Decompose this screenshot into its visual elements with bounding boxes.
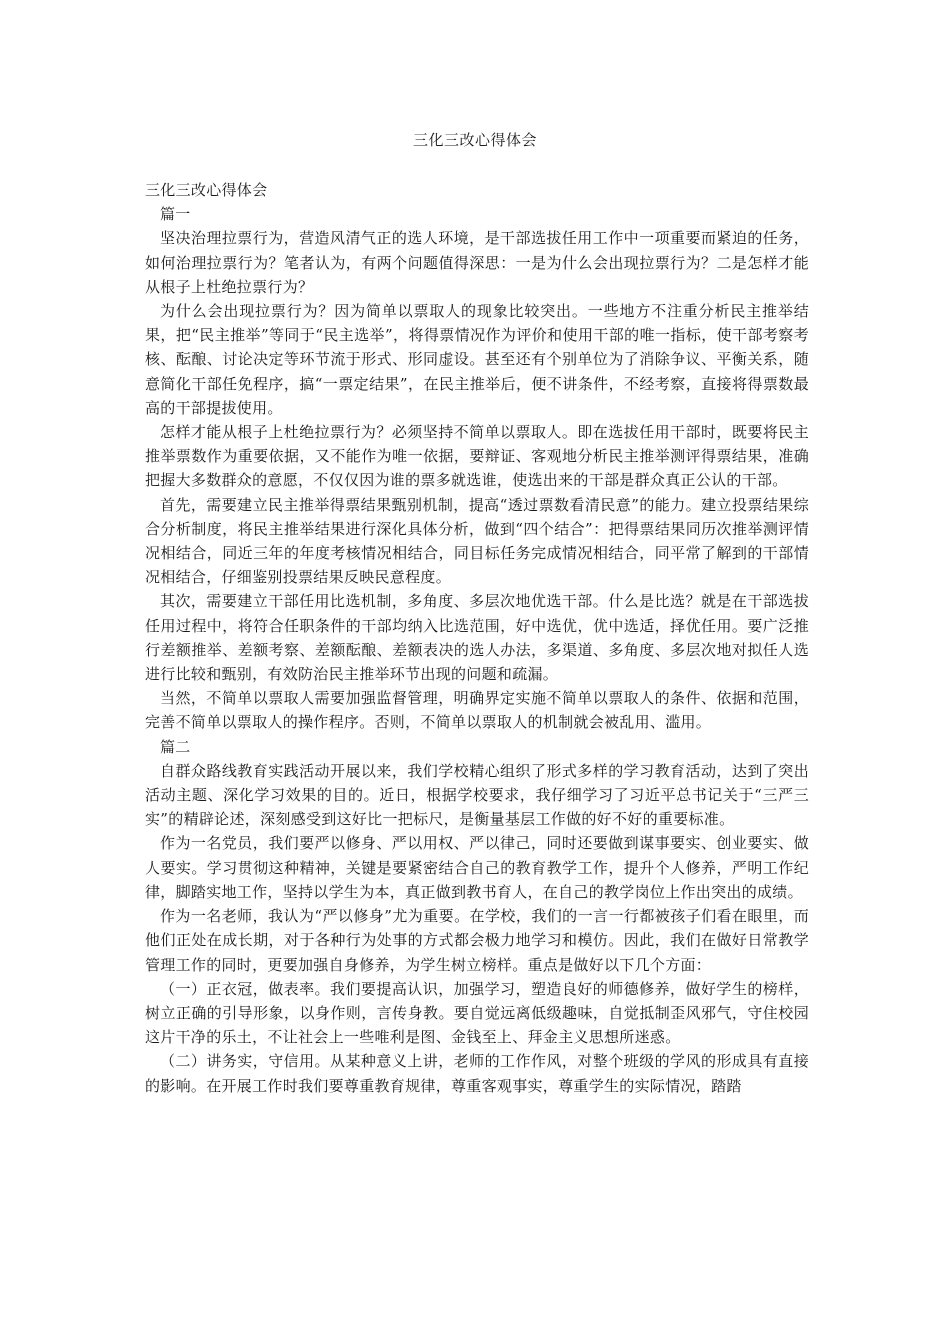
- paragraph: （二）讲务实，守信用。从某种意义上讲，老师的工作作风，对整个班级的学风的形成具有直接的影响。在开展工作时我们要尊重教育规律，尊重客观事实，尊重学生的实际情况，踏踏: [145, 1052, 809, 1095]
- paragraph: 作为一名党员，我们要严以修身、严以用权、严以律己，同时还要做到谋事要实、创业要实、做人要实。学习贯彻这种精神，关键是要紧密结合自己的教育教学工作，提升个人修养，严明工作纪律，脚踏实地工作，坚持以学生为本，真正做到教书育人，在自己的教学岗位上作出突出的成绩。: [145, 834, 809, 901]
- paragraph: 作为一名老师，我认为“严以修身”尤为重要。在学校，我们的一言一行都被孩子们看在眼里，而他们正处在成长期，对于各种行为处事的方式都会极力地学习和模仿。因此，我们在做好日常教学管理工作的同时，更要加强自身修养，为学生树立榜样。重点是做好以下几个方面：: [145, 907, 809, 974]
- page-title: 三化三改心得体会: [412, 131, 537, 149]
- paragraph: 坚决治理拉票行为，营造风清气正的选人环境，是干部选拔任用工作中一项重要而紧迫的任务，如何治理拉票行为？笔者认为，有两个问题值得深思：一是为什么会出现拉票行为？二是怎样才能从根子上杜绝拉票行为？: [145, 229, 809, 296]
- paragraph: （一）正衣冠，做表率。我们要提高认识，加强学习，塑造良好的师德修养，做好学生的榜样，树立正确的引导形象，以身作则，言传身教。要自觉远离低级趣味，自觉抵制歪风邪气，守住校园这片干净的乐土，不让社会上一些唯利是图、金钱至上、拜金主义思想所迷惑。: [145, 979, 809, 1047]
- paragraph: 自群众路线教育实践活动开展以来，我们学校精心组织了形式多样的学习教育活动，达到了突出活动主题、深化学习效果的目的。近日，根据学校要求，我仔细学习了习近平总书记关于“三严三实”的精辟论述，深刻感受到这好比一把标尺，是衡量基层工作做的好不好的重要标准。: [145, 761, 809, 829]
- paragraph: 首先，需要建立民主推举得票结果甄别机制，提高“透过票数看清民意”的能力。建立投票结果综合分析制度，将民主推举结果进行深化具体分析，做到“四个结合”：把得票结果同历次推举测评情况相结合，同近三年的年度考核情况相结合，同目标任务完成情况相结合，同平常了解到的干部情况相结合，仔细鉴别投票结果反映民意程度。: [145, 495, 809, 587]
- section-heading: 三化三改心得体会: [145, 181, 268, 199]
- paragraph: 其次，需要建立干部任用比选机制，多角度、多层次地优选干部。什么是比选？就是在干部选拔任用过程中，将符合任职条件的干部均纳入比选范围，好中选优，优中选适，择优任用。要广泛推行差额推举、差额考察、差额酝酿、差额表决的选人办法，多渠道、多角度、多层次地对拟任人选进行比较和甄别，有效防治民主推举环节出现的问题和疏漏。: [145, 592, 809, 684]
- subsection-label: 篇一: [160, 205, 191, 224]
- paragraph: 为什么会出现拉票行为？因为简单以票取人的现象比较突出。一些地方不注重分析民主推举结果，把“民主推举”等同于“民主选举”，将得票情况作为评价和使用干部的唯一指标，使干部考察考核、酝酿、讨论决定等环节流于形式、形同虚设。甚至还有个别单位为了消除争议、平衡关系，随意简化干部任免程序，搞“一票定结果”，在民主推举后，便不讲条件，不经考察，直接将得票数最高的干部提拔使用。: [145, 302, 809, 417]
- document-body: [145, 178, 809, 1098]
- paragraph: 怎样才能从根子上杜绝拉票行为？必须坚持不简单以票取人。即在选拔任用干部时，既要将民主推举票数作为重要依据，又不能作为唯一依据，要辩证、客观地分析民主推举测评得票结果，准确把握大多数群众的意愿，不仅仅因为谁的票多就选谁，使选出来的干部是群众真正公认的干部。: [145, 423, 809, 490]
- paragraph: 当然，不简单以票取人需要加强监督管理，明确界定实施不简单以票取人的条件、依据和范围，完善不简单以票取人的操作程序。否则，不简单以票取人的机制就会被乱用、滥用。: [145, 689, 809, 732]
- subsection-label: 篇二: [160, 737, 191, 756]
